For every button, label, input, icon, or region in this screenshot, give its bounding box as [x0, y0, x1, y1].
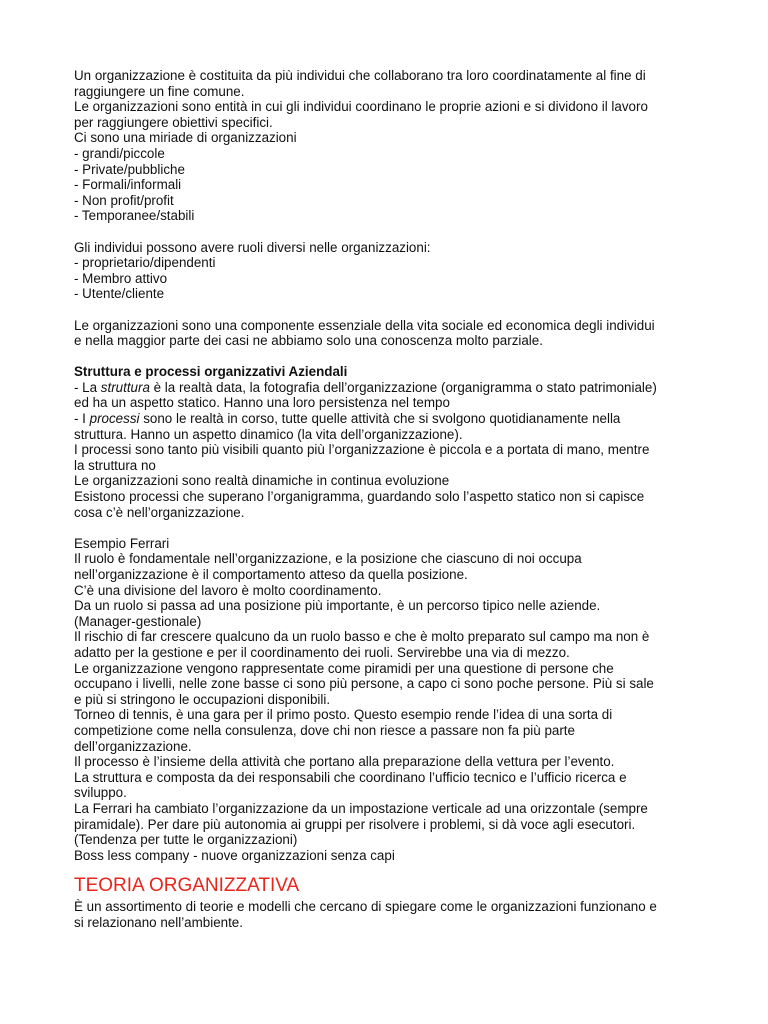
- essential-section: [74, 318, 704, 349]
- text-line: piramidale). Per dare più autonomia ai gruppi per risolvere i problemi, si dà voce agli esecutori.: [74, 816, 636, 832]
- text-line: I processi sono tanto più visibili quanto più l’organizzazione è piccola e a portata di mano, mentre: [74, 442, 650, 458]
- text-line: competizione come nella consulenza, dove chi non riesce a passare non fa più parte: [74, 722, 575, 738]
- text-fragment: è la realtà data, la fotografia dell’organizzazione (organigramma o stato patrimoniale): [149, 379, 657, 395]
- text-line: Il rischio di far crescere qualcuno da un ruolo basso e che è molto preparato sul campo ma non è: [74, 629, 650, 645]
- list-item: - Formali/informali: [74, 177, 182, 193]
- text-line: Da un ruolo si passa ad una posizione più importante, è un percorso tipico nelle aziende.: [74, 598, 601, 614]
- paragraph-gap: [74, 302, 704, 318]
- text-line: Ci sono una miriade di organizzazioni: [74, 130, 297, 146]
- text-line: (Manager-gestionale): [74, 613, 202, 629]
- intro-section: [74, 68, 704, 224]
- roles-section: [74, 240, 704, 302]
- text-line: sviluppo.: [74, 785, 127, 801]
- text-line: [74, 411, 704, 427]
- text-line: Un organizzazione è costituita da più individui che collaborano tra loro coordinatamente al fine di: [74, 68, 646, 83]
- text-line: Torneo di tennis, è una gara per il primo posto. Questo esempio rende l’idea di una sorta di: [74, 707, 613, 723]
- text-line: e più si stringono le occupazioni disponibili.: [74, 691, 331, 707]
- text-line: Il ruolo è fondamentale nell’organizzazione, e la posizione che ciascuno di noi occupa: [74, 551, 582, 567]
- paragraph-gap: [74, 349, 704, 365]
- text-line: È un assortimento di teorie e modelli che cercano di spiegare come le organizzazioni funzionano e: [74, 899, 657, 915]
- text-line: si relazionano nell’ambiente.: [74, 914, 243, 930]
- text-line: C’è una divisione del lavoro è molto coordinamento.: [74, 582, 382, 598]
- list-item: - Utente/cliente: [74, 286, 165, 302]
- structure-section: [74, 364, 704, 520]
- text-fragment: - La: [74, 379, 101, 395]
- text-line: occupano i livelli, nelle zone basse ci sono più persone, a capo ci sono poche persone. Più si sale: [74, 676, 654, 692]
- text-line: Le organizzazioni sono realtà dinamiche in continua evoluzione: [74, 473, 450, 489]
- text-line: Boss less company - nuove organizzazioni senza capi: [74, 847, 395, 863]
- text-line: dell’organizzazione.: [74, 738, 192, 754]
- list-item: - Private/pubbliche: [74, 161, 185, 177]
- emphasis-text: processi: [89, 411, 140, 427]
- section-heading: TEORIA ORGANIZZATIVA: [74, 875, 300, 897]
- text-fragment: sono le realtà in corso, tutte quelle attività che si svolgono quotidianamente nella: [139, 411, 621, 427]
- text-line: La struttura e composta da dei responsabili che coordinano l’ufficio tecnico e l’ufficio ricerca e: [74, 769, 627, 785]
- text-line: Le organizzazioni sono entità in cui gli individui coordinano le proprie azioni e si dividono il lavoro: [74, 99, 648, 115]
- text-line: Gli individui possono avere ruoli diversi nelle organizzazioni:: [74, 239, 431, 255]
- text-line: Le organizzazioni sono una componente essenziale della vita sociale ed economica degli individui: [74, 317, 655, 333]
- text-fragment: - I: [74, 411, 90, 427]
- text-line: cosa c’è nell’organizzazione.: [74, 504, 245, 520]
- text-line: Il processo è l’insieme della attività che portano alla preparazione della vettura per l’evento.: [74, 754, 615, 770]
- ferrari-section: [74, 536, 704, 863]
- text-line: La Ferrari ha cambiato l’organizzazione da un impostazione verticale ad una orizzontale (sempre: [74, 800, 648, 816]
- text-line: per raggiungere obiettivi specifici.: [74, 114, 273, 130]
- list-item: - proprietario/dipendenti: [74, 255, 216, 271]
- document-page: [74, 68, 704, 930]
- paragraph-gap: [74, 224, 704, 240]
- text-line: la struttura no: [74, 457, 156, 473]
- text-line: adatto per la gestione e per il coordinamento dei ruoli. Servirebbe una via di mezzo.: [74, 644, 570, 660]
- list-item: - grandi/piccole: [74, 145, 165, 161]
- list-item: - Temporanee/stabili: [74, 208, 195, 224]
- text-line: Esempio Ferrari: [74, 535, 170, 551]
- text-line: [74, 380, 704, 396]
- emphasis-text: struttura: [100, 379, 150, 395]
- text-line: raggiungere un fine comune.: [74, 83, 245, 99]
- list-item: - Non profit/profit: [74, 192, 174, 208]
- text-line: struttura. Hanno un aspetto dinamico (la vita dell’organizzazione).: [74, 426, 463, 442]
- teoria-section: [74, 875, 704, 930]
- section-title: Struttura e processi organizzativi Aziendali: [74, 364, 348, 380]
- paragraph-gap: [74, 520, 704, 536]
- list-item: - Membro attivo: [74, 270, 168, 286]
- text-line: e nella maggior parte dei casi ne abbiamo solo una conoscenza molto parziale.: [74, 333, 543, 349]
- text-line: ed ha un aspetto statico. Hanno una loro persistenza nel tempo: [74, 395, 450, 411]
- text-line: Esistono processi che superano l’organigramma, guardando solo l’aspetto statico non si capisce: [74, 489, 645, 505]
- text-line: (Tendenza per tutte le organizzazioni): [74, 832, 298, 848]
- text-line: Le organizzazione vengono rappresentate come piramidi per una questione di persone che: [74, 660, 614, 676]
- text-line: nell’organizzazione è il comportamento atteso da quella posizione.: [74, 567, 468, 582]
